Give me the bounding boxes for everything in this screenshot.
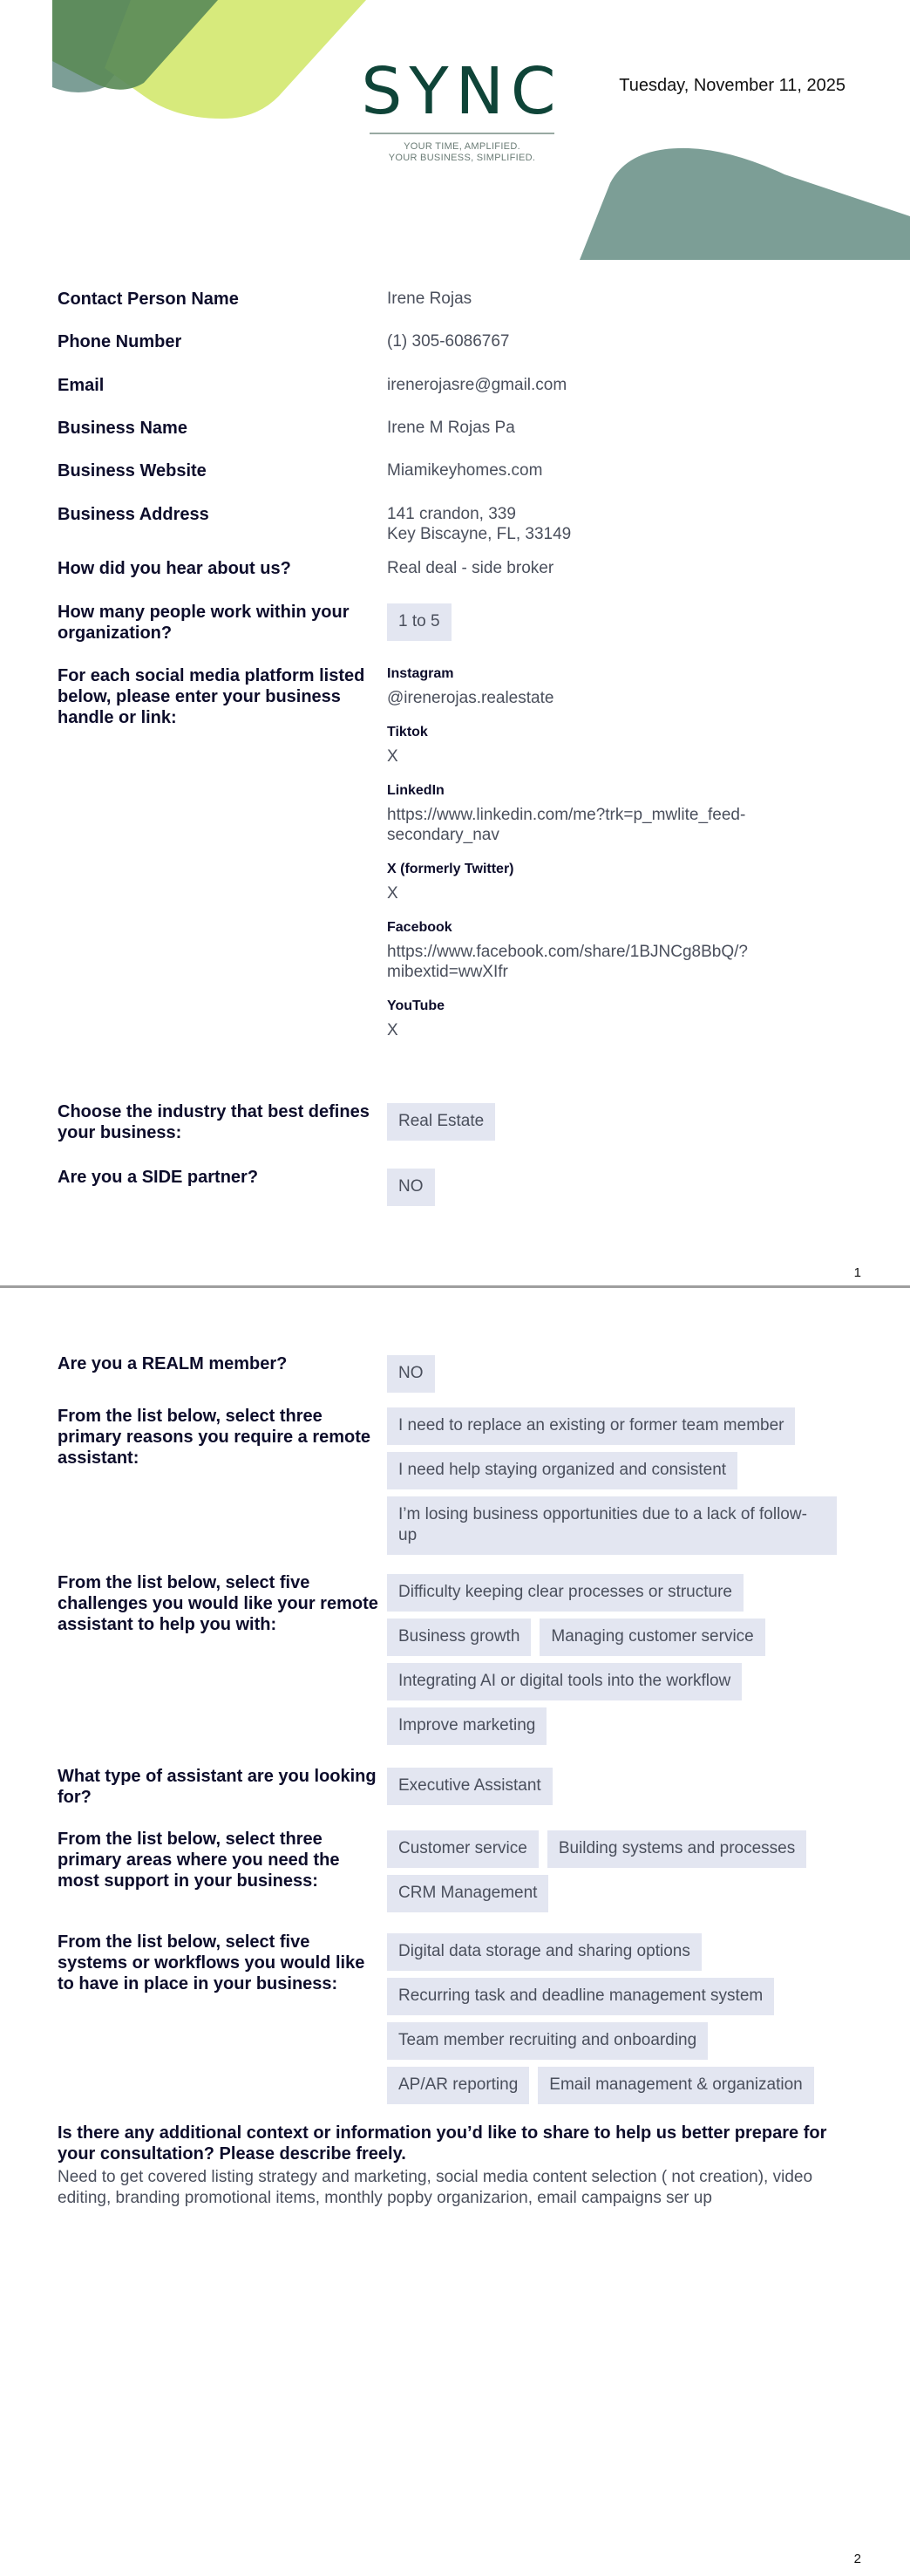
answer-chip: Customer service: [387, 1830, 539, 1868]
social-tiktok: [387, 724, 840, 767]
social-value: https://www.linkedin.com/me?trk=p_mwlite_feed-secondary_nav: [387, 806, 746, 844]
question-label: Phone Number: [58, 332, 182, 351]
social-value: X: [387, 884, 398, 903]
answer-chips: [387, 1933, 858, 2111]
answer-chips: [387, 1407, 858, 1562]
document-date: Tuesday, November 11, 2025: [619, 76, 845, 95]
logo-text: SYNC: [361, 54, 563, 129]
answer-chip: Team member recruiting and onboarding: [387, 2022, 708, 2060]
question-label: From the list below, select five challenges you would like your remote assistant to help you with:: [58, 1573, 378, 1634]
answer-chip: Difficulty keeping clear processes or structure: [387, 1574, 744, 1612]
page-2: [0, 1288, 910, 2576]
answer-chip: Email management & organization: [538, 2067, 813, 2104]
social-instagram: [387, 665, 840, 708]
answer-chip: CRM Management: [387, 1875, 548, 1912]
answer-chips: [387, 1574, 858, 1752]
question-label: From the list below, select three primary areas where you need the most support in your business:: [58, 1830, 340, 1891]
social-value: https://www.facebook.com/share/1BJNCg8BbQ/?mibextid=wwXIfr: [387, 943, 748, 981]
answer-value: (1) 305-6086767: [387, 332, 510, 351]
answer-chip: Digital data storage and sharing options: [387, 1933, 702, 1971]
social-label: Tiktok: [387, 725, 428, 739]
social-linkedin: [387, 782, 840, 845]
question-label: From the list below, select five systems or workflows you would like to have in place in your business:: [58, 1932, 365, 1993]
answer-chip: I need to replace an existing or former team member: [387, 1407, 795, 1445]
answer-chip: Recurring task and deadline management system: [387, 1978, 774, 2015]
question-label: Email: [58, 376, 105, 395]
page-1: [0, 0, 910, 1286]
page-number: 1: [853, 1265, 861, 1280]
answer-chip: I’m losing business opportunities due to a lack of follow-up: [387, 1496, 837, 1555]
answer-value: 141 crandon, 339 Key Biscayne, FL, 33149: [387, 505, 572, 543]
answer-value: Real deal - side broker: [387, 559, 554, 577]
question-label: Are you a SIDE partner?: [58, 1168, 259, 1187]
answer-chip: Managing customer service: [540, 1619, 764, 1656]
social-list: [387, 665, 840, 1056]
social-youtube: [387, 998, 840, 1040]
context-answer: Need to get covered listing strategy and marketing, social media content selection ( not creation), video editing, branding promotional items, monthly popby organizarion, email campaigns ser up: [58, 2168, 813, 2207]
social-facebook: [387, 919, 840, 982]
answer-value: Irene Rojas: [387, 290, 472, 308]
social-value: X: [387, 1021, 398, 1039]
teal-wave-shape: [580, 148, 910, 260]
answer-chips: [387, 1169, 858, 1213]
logo: [357, 54, 567, 164]
page-number: 2: [853, 2552, 861, 2566]
answer-chips: [387, 1830, 858, 1919]
question-label: How many people work within your organization?: [58, 603, 350, 643]
answer-chips: [387, 1768, 858, 1812]
answer-value: irenerojasre@gmail.com: [387, 376, 567, 394]
answer-chip: NO: [387, 1169, 435, 1206]
question-label: Business Address: [58, 505, 209, 524]
tagline-line-1: YOUR TIME, AMPLIFIED.: [404, 141, 520, 152]
answer-chip: AP/AR reporting: [387, 2067, 529, 2104]
question-label: Business Name: [58, 419, 187, 438]
social-value: @irenerojas.realestate: [387, 689, 554, 707]
answer-chips: [387, 603, 858, 648]
social-label: YouTube: [387, 998, 445, 1013]
question-label: Contact Person Name: [58, 290, 239, 309]
answer-chip: Building systems and processes: [547, 1830, 806, 1868]
answer-value: Miamikeyhomes.com: [387, 461, 543, 480]
question-label: Choose the industry that best defines your business:: [58, 1102, 370, 1142]
tagline-line-2: YOUR BUSINESS, SIMPLIFIED.: [388, 153, 536, 163]
social-x: [387, 861, 840, 903]
question-label: From the list below, select three primary reasons you require a remote assistant:: [58, 1407, 371, 1468]
question-label: How did you hear about us?: [58, 559, 291, 578]
answer-chip: Executive Assistant: [387, 1768, 553, 1805]
answer-value: Irene M Rojas Pa: [387, 419, 515, 437]
answer-chip: I need help staying organized and consistent: [387, 1452, 737, 1489]
social-label: Facebook: [387, 920, 452, 935]
social-label: X (formerly Twitter): [387, 862, 514, 876]
social-label: Instagram: [387, 666, 454, 681]
answer-chips: [387, 1355, 858, 1400]
context-question: Is there any additional context or information you’d like to share to help us better prepare for your consultation? Please describe freely.: [58, 2123, 827, 2164]
answer-chip: Business growth: [387, 1619, 531, 1656]
answer-chip: Integrating AI or digital tools into the workflow: [387, 1663, 742, 1700]
question-label: For each social media platform listed below, please enter your business handle or link:: [58, 666, 365, 727]
question-label: Business Website: [58, 461, 207, 480]
question-label: Are you a REALM member?: [58, 1354, 288, 1373]
social-value: X: [387, 747, 398, 766]
answer-chip: 1 to 5: [387, 603, 452, 641]
answer-chips: [387, 1103, 858, 1148]
answer-chip: NO: [387, 1355, 435, 1393]
logo-underline: [370, 133, 554, 134]
question-label: What type of assistant are you looking for?: [58, 1767, 377, 1807]
answer-chip: Improve marketing: [387, 1707, 547, 1745]
social-label: LinkedIn: [387, 783, 445, 798]
answer-chip: Real Estate: [387, 1103, 495, 1141]
